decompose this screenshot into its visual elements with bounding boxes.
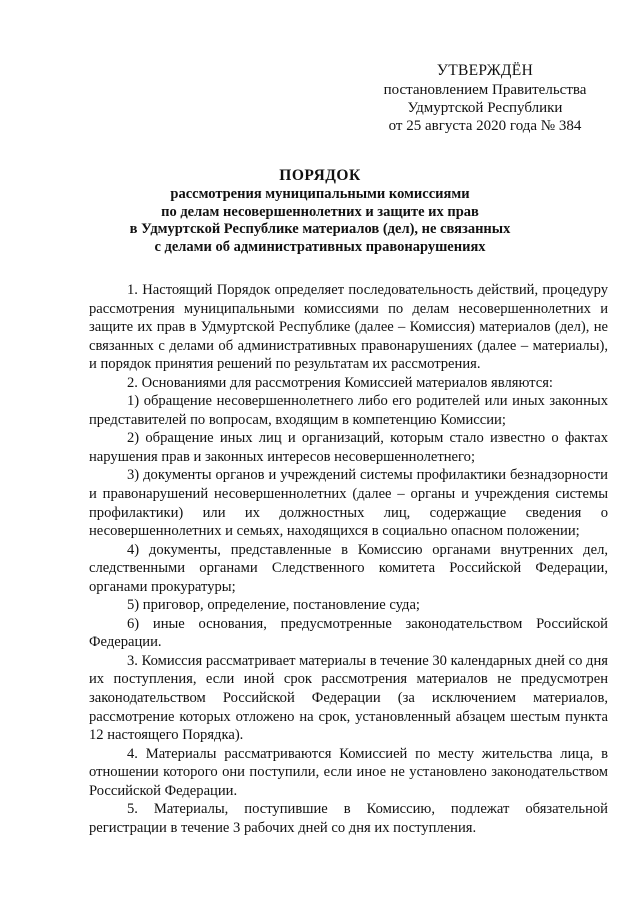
title-main: ПОРЯДОК [279,167,361,184]
paragraph: 3) документы органов и учреждений системы профилактики безнадзорности и правонарушений несовершеннолетних (далее – органы и учреждения системы профилактики) или их должностных лиц, содержащие сведения о несовершеннолетних и семьях, находящихся в социально опасном положении; [89,467,608,540]
paragraph: 5) приговор, определение, постановление суда; [127,597,420,614]
paragraph: 2. Основаниями для рассмотрения Комиссией материалов являются: [127,374,553,391]
document-body [89,281,608,837]
paragraph: 1) обращение несовершеннолетнего либо его родителей или иных законных представителей по вопросам, входящим в компетенцию Комиссии; [89,393,608,428]
paragraph: 4. Материалы рассматриваются Комиссией по месту жительства лица, в отношении которого они поступили, если иное не установлено законодательством Российской Федерации. [89,745,608,799]
title-line: рассмотрения муниципальными комиссиями [170,185,470,202]
paragraph: 6) иные основания, предусмотренные законодательством Российской Федерации. [89,615,608,651]
title-line: в Удмуртской Республике материалов (дел), не связанных [129,221,511,238]
paragraph: 5. Материалы, поступившие в Комиссию, подлежат обязательной регистрации в течение 3 рабочих дней со дня их поступления. [89,801,608,836]
approval-block [380,62,590,135]
approval-line: постановлением Правительства [383,82,587,98]
title-line: по делам несовершеннолетних и защите их прав [161,203,479,220]
paragraph: 3. Комиссия рассматривает материалы в течение 30 календарных дней со дня их поступления, если иной срок рассмотрения материалов не предусмотрен законодательством Российской Федерации (за исключением материалов, рассмотрение которых отложено на срок, установленный абзацем шестым пункта 12 настоящего Порядка). [89,652,608,744]
paragraph: 2) обращение иных лиц и организаций, которым стало известно о фактах нарушения прав и законных интересов несовершеннолетнего; [89,430,608,465]
title-line: с делами об административных правонарушениях [154,239,486,256]
paragraph: 4) документы, представленные в Комиссию органами внутренних дел, следственными органами Следственного комитета Российской Федерации, органами прокуратуры; [89,541,608,595]
document-title [90,167,550,257]
paragraph: 1. Настоящий Порядок определяет последовательность действий, процедуру рассмотрения муниципальными комиссиями по делам несовершеннолетних и защите их прав в Удмуртской Республике (далее – Комиссия) материалов (дел), не связанных с делами об административных правонарушениях (далее – материалы), и порядок принятия решений по результатам их рассмотрения. [89,282,608,373]
approval-stamp: УТВЕРЖДЁН [436,62,534,79]
approval-line: от 25 августа 2020 года № 384 [388,118,582,134]
approval-line: Удмуртской Республики [407,100,563,116]
